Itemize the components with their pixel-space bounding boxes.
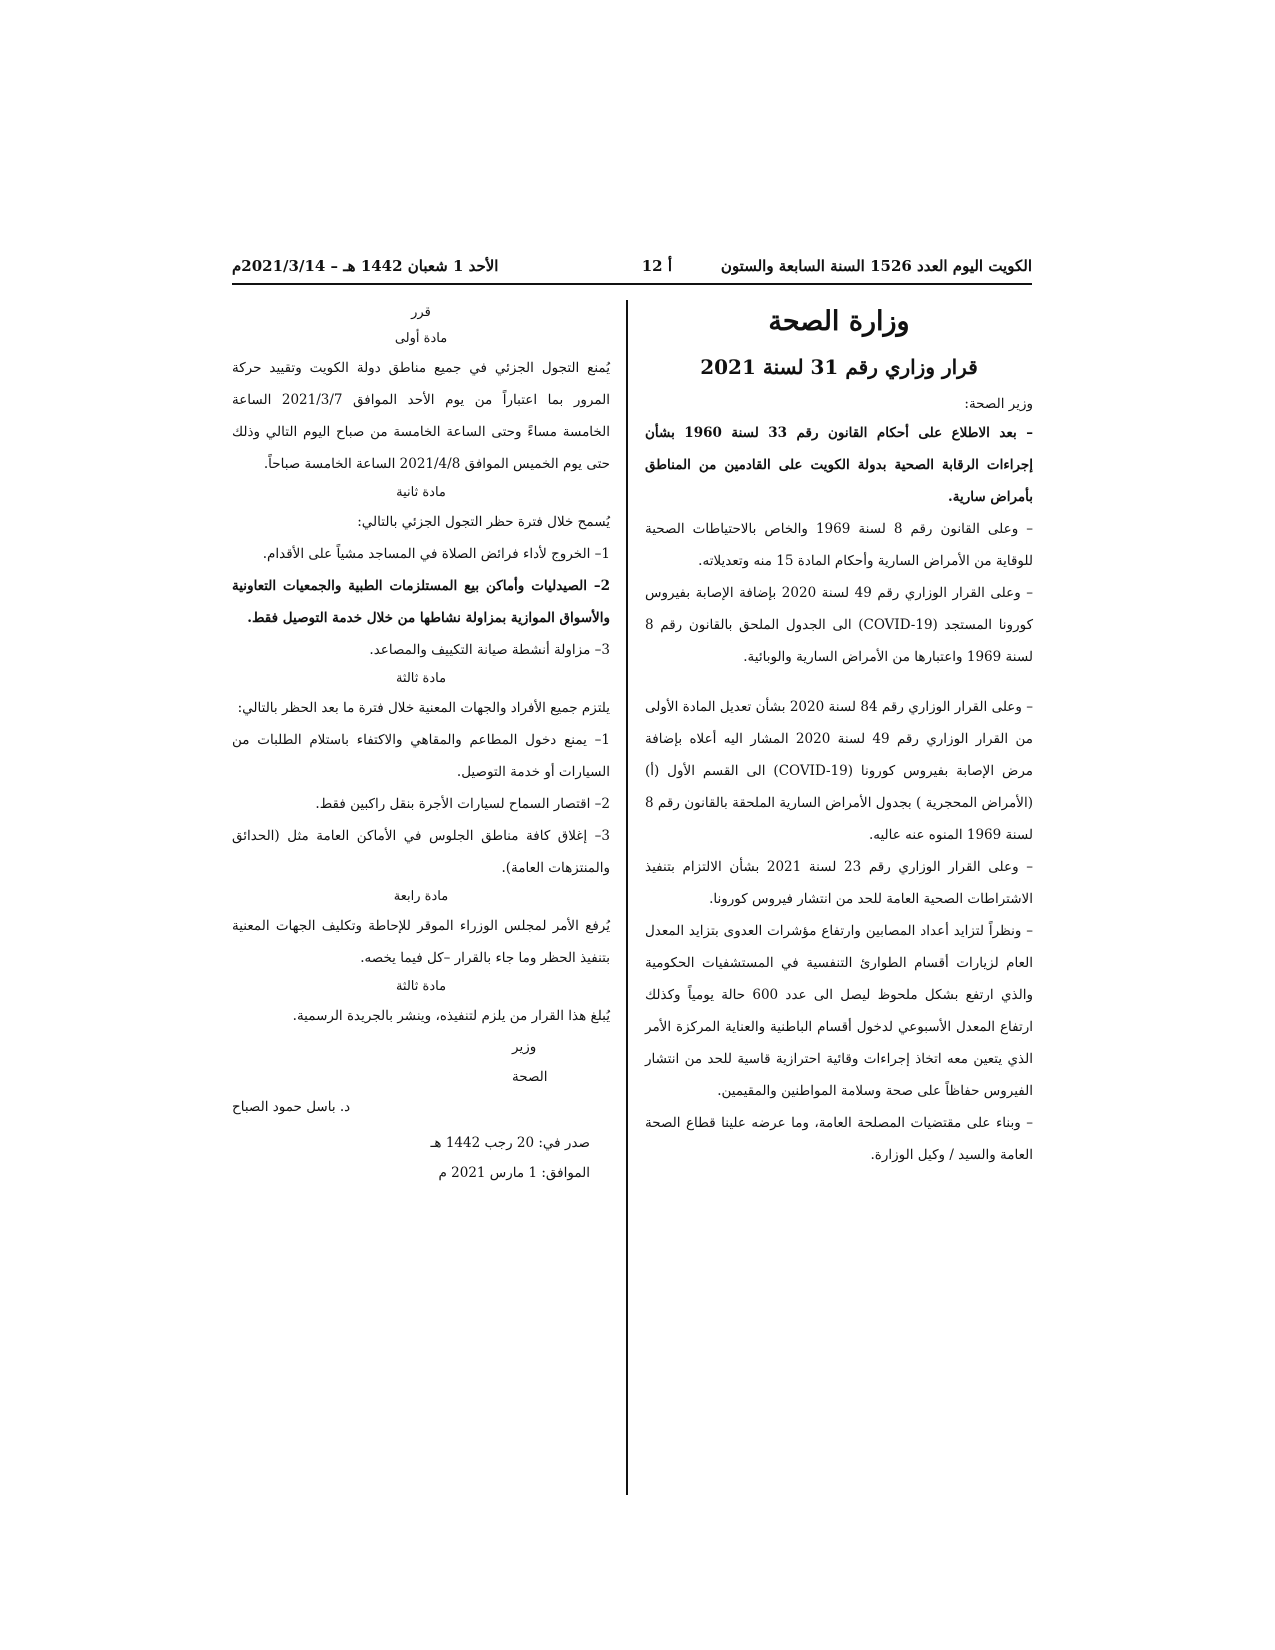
decree-title: قرار وزاري رقم 31 لسنة 2021 (700, 355, 978, 379)
article-3-intro: يلتزم جميع الأفراد والجهات المعنية خلال فترة ما بعد الحظر بالتالي: (237, 700, 610, 716)
article-1-title: مادة أولى (394, 331, 448, 346)
page-number: أ 12 (641, 257, 672, 275)
minister-line: وزير الصحة: (964, 396, 1033, 412)
article-4-title: مادة رابعة (393, 889, 449, 904)
corresponding-date: الموافق: 1 مارس 2021 م (438, 1165, 590, 1181)
left-column (232, 300, 610, 1188)
header-rule (232, 283, 1032, 285)
preamble-1: – بعد الاطلاع على أحكام القانون رقم 33 لسنة 1960 بشأن إجراءات الرقابة الصحية بدولة الكويت على القادمين من المناطق بأمراض سارية. (645, 425, 1033, 505)
issue-date: الأحد 1 شعبان 1442 هـ – 2021/3/14م (232, 257, 499, 275)
article-2-item-3: 3– مزاولة أنشطة صيانة التكييف والمصاعد. (369, 642, 610, 658)
decided-heading: قرر (411, 305, 431, 320)
preamble-7: – وبناء على مقتضيات المصلحة العامة، وما عرضه علينا قطاع الصحة العامة والسيد / وكيل الوزارة. (645, 1115, 1033, 1163)
signature-name: د. باسل حمود الصباح (232, 1099, 351, 1115)
signature-role: وزير الصحة (512, 1039, 548, 1085)
article-3-item-1: 1– يمنع دخول المطاعم والمقاهي والاكتفاء باستلام الطلبات من السيارات أو خدمة التوصيل. (232, 732, 610, 780)
preamble-5: – وعلى القرار الوزاري رقم 23 لسنة 2021 بشأن الالتزام بتنفيذ الاشتراطات الصحية العامة للحد من انتشار فيروس كورونا. (645, 859, 1033, 907)
article-2-item-2: 2– الصيدليات وأماكن بيع المستلزمات الطبية والجمعيات التعاونية والأسواق الموازية بمزاولة نشاطها من خلال خدمة التوصيل فقط. (232, 578, 610, 626)
article-2-intro: يُسمح خلال فترة حظر التجول الجزئي بالتالي: (357, 514, 610, 530)
article-5-text: يُبلغ هذا القرار من يلزم لتنفيذه، وينشر بالجريدة الرسمية. (292, 1008, 610, 1024)
issue-info: الكويت اليوم العدد 1526 السنة السابعة والستون (720, 257, 1032, 275)
article-1-text: يُمنع التجول الجزئي في جميع مناطق دولة الكويت وتقييد حركة المرور بما اعتباراً من يوم الأحد الموافق 2021/3/7 الساعة الخامسة مساءً وحتى الساعة الخامسة من صباح اليوم التالي وذلك حتى يوم الخميس الموافق 2021/4/8 الساعة الخامسة صباحاً. (232, 360, 611, 472)
article-3-item-2: 2– اقتصار السماح لسيارات الأجرة بنقل راكبين فقط. (315, 796, 610, 812)
article-2-title: مادة ثانية (396, 485, 446, 500)
page-header (232, 255, 1032, 281)
preamble-3: – وعلى القرار الوزاري رقم 49 لسنة 2020 بإضافة الإصابة بفيروس كورونا المستجد (COVID-19) الى الجدول الملحق بالقانون رقم 8 لسنة 1969 واعتبارها من الأمراض السارية والوبائية. (645, 585, 1033, 665)
preamble-6: – ونظراً لتزايد أعداد المصابين وارتفاع مؤشرات العدوى بتزايد المعدل العام لزيارات أقسام الطوارئ التنفسية في المستشفيات الحكومية والذي ارتفع بشكل ملحوظ ليصل الى عدد 600 حالة يومياً وكذلك ارتفاع المعدل الأسبوعي لدخول أقسام الباطنية والعناية المركزة الأمر الذي يتعين معه اتخاذ إجراءات وقائية احترازية قاسية للحد من انتشار الفيروس حفاظاً على صحة وسلامة المواطنين والمقيمين. (645, 923, 1033, 1099)
article-4-text: يُرفع الأمر لمجلس الوزراء الموقر للإحاطة وتكليف الجهات المعنية بتنفيذ الحظر وما جاء بالقرار –كل فيما يخصه. (232, 918, 610, 966)
article-3-title: مادة ثالثة (395, 671, 447, 686)
article-5-title: مادة ثالثة (395, 979, 447, 994)
column-divider (626, 300, 628, 1495)
article-3-item-3: 3– إغلاق كافة مناطق الجلوس في الأماكن العامة مثل (الحدائق والمنتزهات العامة). (232, 828, 610, 876)
right-column (645, 300, 1033, 1171)
article-2-item-1: 1– الخروج لأداء فرائض الصلاة في المساجد مشياً على الأقدام. (262, 546, 610, 562)
preamble-2: – وعلى القانون رقم 8 لسنة 1969 والخاص بالاحتياطات الصحية للوقاية من الأمراض السارية وأحكام المادة 15 منه وتعديلاته. (645, 521, 1033, 569)
preamble-4: – وعلى القرار الوزاري رقم 84 لسنة 2020 بشأن تعديل المادة الأولى من القرار الوزاري رقم 49 لسنة 2020 المشار اليه أعلاه بإضافة مرض الإصابة بفيروس كورونا (COVID-19) الى القسم الأول (أ) (الأمراض المحجرية ) بجدول الأمراض السارية الملحقة بالقانون رقم 8 لسنة 1969 المنوه عنه عاليه. (645, 699, 1033, 843)
ministry-title: وزارة الصحة (768, 306, 910, 337)
issued-date: صدر في: 20 رجب 1442 هـ (430, 1135, 590, 1151)
